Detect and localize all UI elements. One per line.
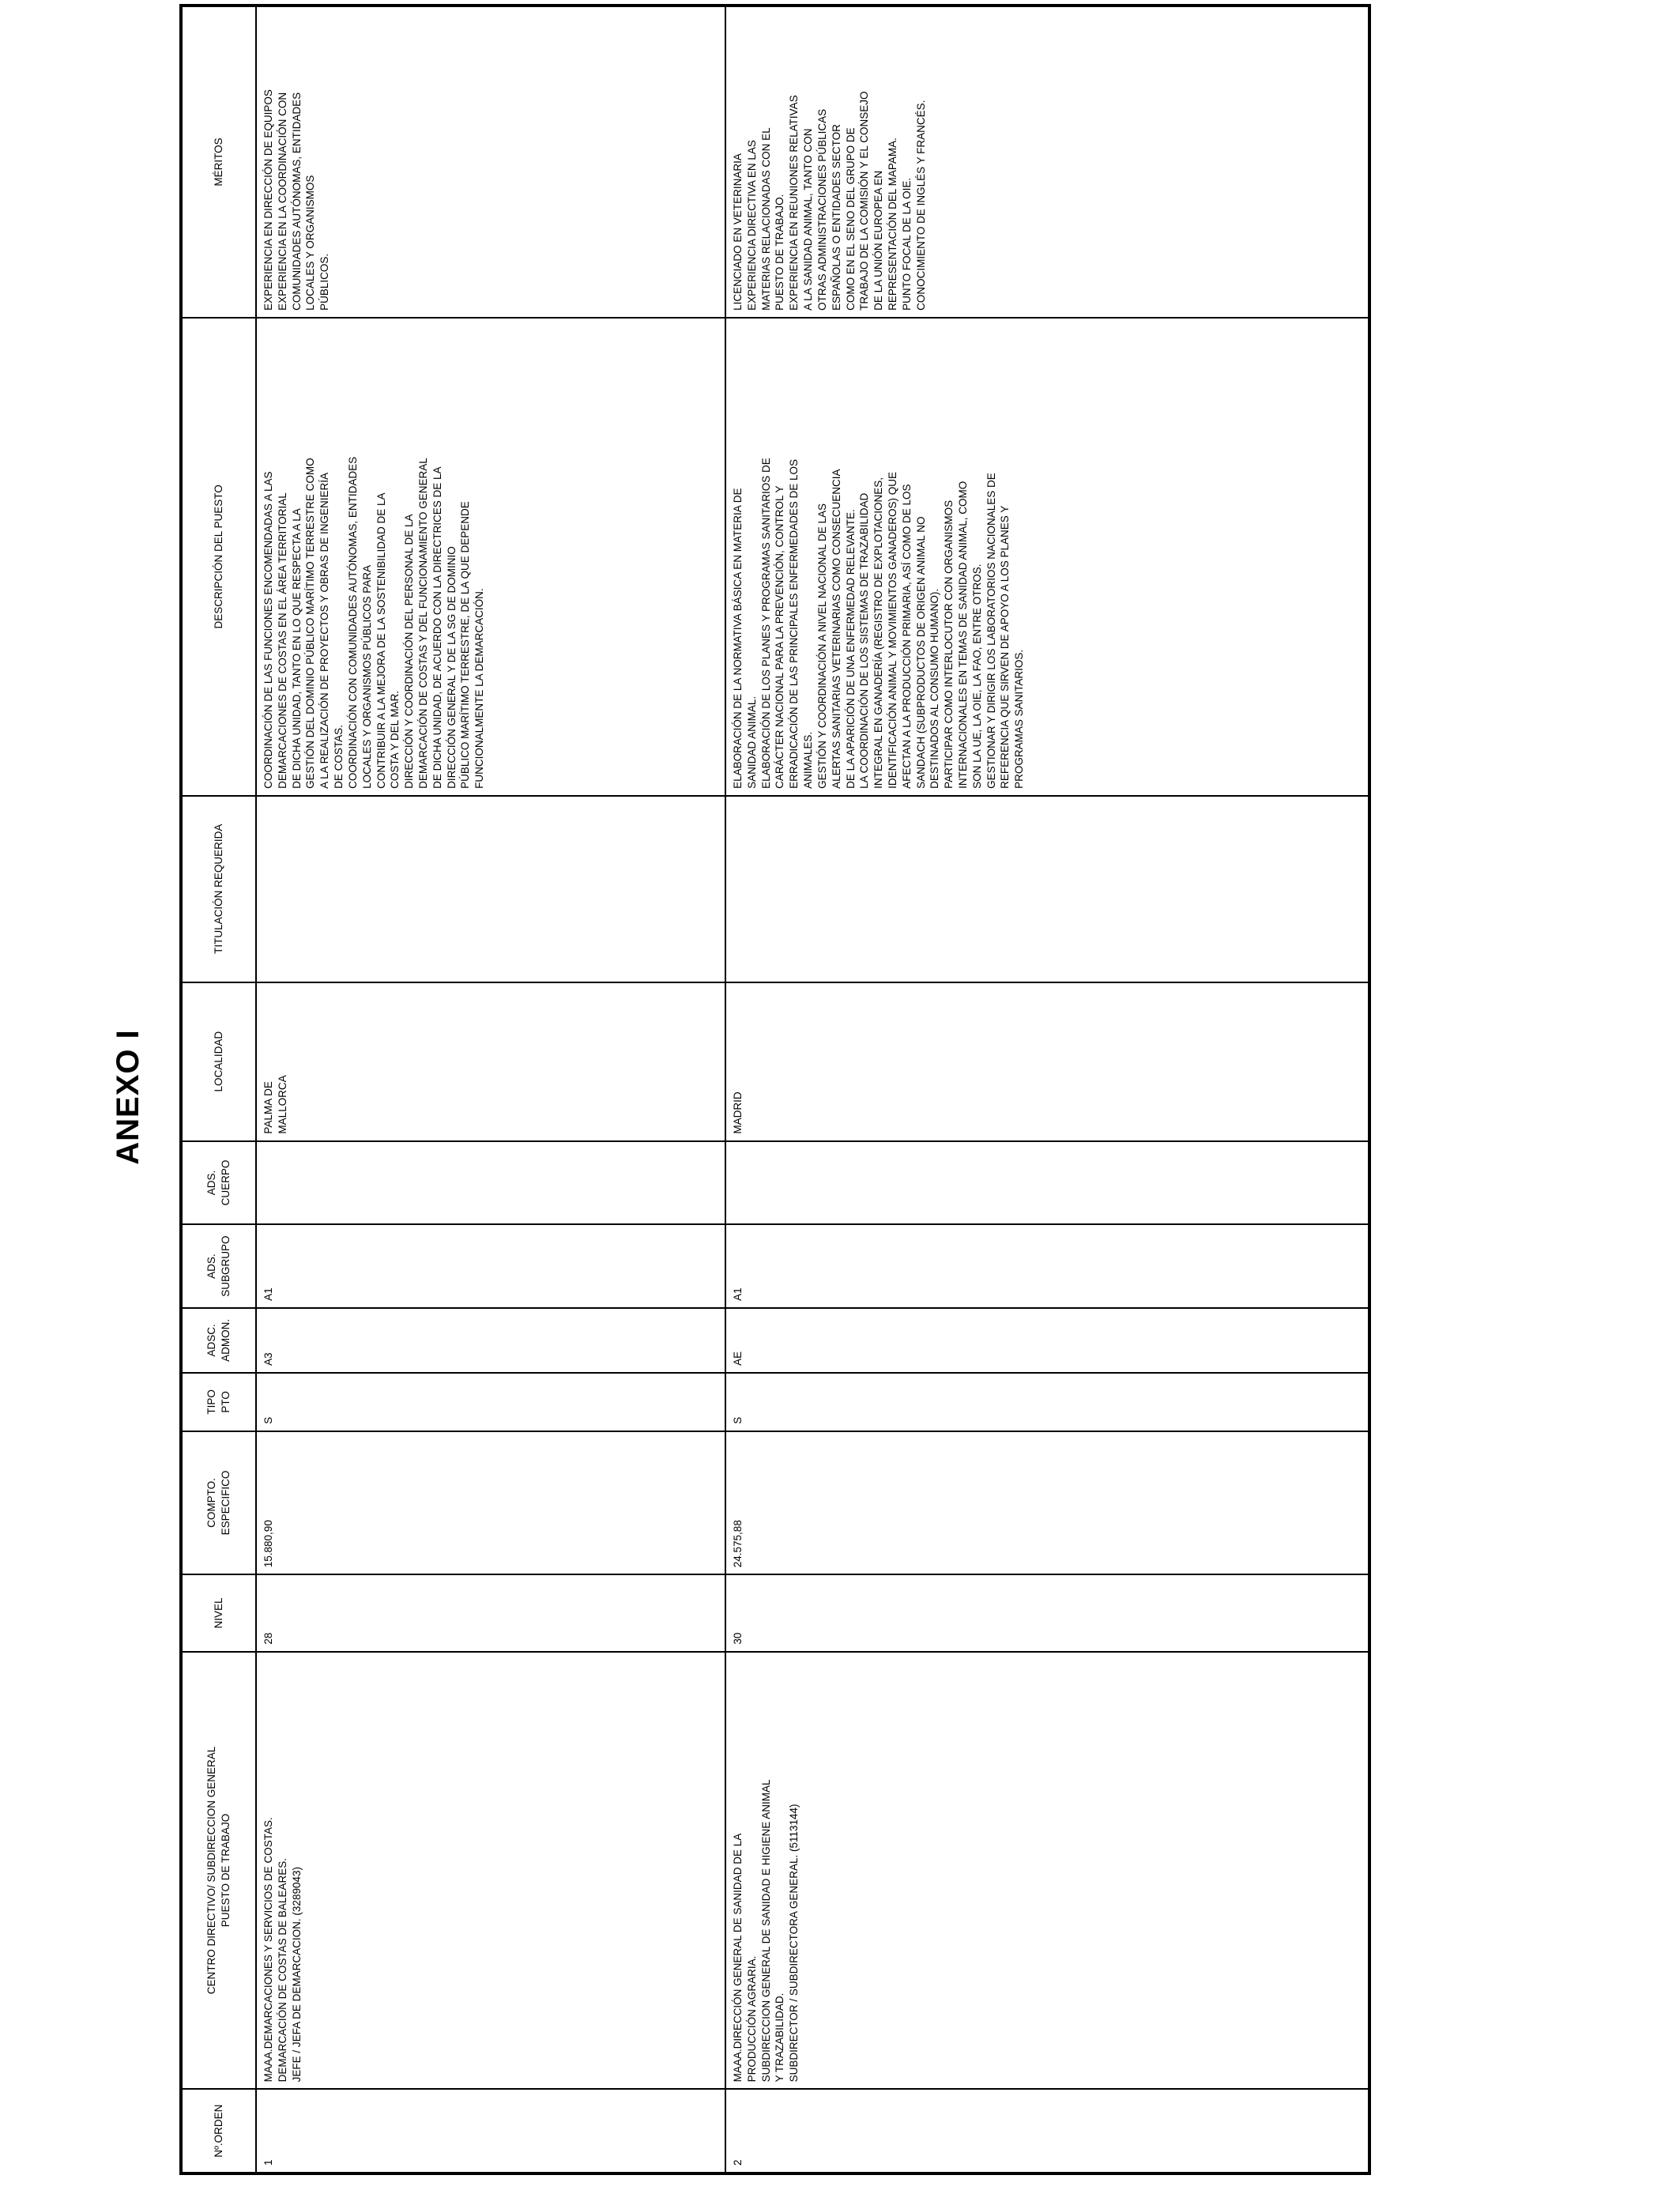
cell-ads-cuerpo — [725, 1141, 1369, 1225]
cell-ads-subgrupo: A1 — [725, 1224, 1369, 1308]
cell-tipo: S — [725, 1373, 1369, 1431]
header-descripcion: DESCRIPCIÓN DEL PUESTO — [181, 318, 256, 796]
header-centro: CENTRO DIRECTIVO/ SUBDIRECCION GENERAL PUESTO DE TRABAJO — [181, 1652, 256, 2090]
cell-tipo: S — [256, 1373, 725, 1431]
cell-nivel: 28 — [256, 1574, 725, 1651]
cell-descripcion: COORDINACIÓN DE LAS FUNCIONES ENCOMENDADAS A LAS DEMARCACIONES DE COSTAS EN EL ÁREA TERRITORIAL DE DICHA UNIDAD, TANTO EN LO QUE RESPECTA A LA GESTIÓN DEL DOMINIO PÚBLICO MARÍTIMO TERRESTRE COMO A LA REALIZACIÓN DE PROYECTOS Y OBRAS DE INGENIERÍA DE COSTAS. COORDINACIÓN CON COMUNIDADES AUTÓNOMAS, ENTIDADES LOCALES Y ORGANISMOS PÚBLICOS PARA CONTRIBUIR A LA MEJORA DE LA SOSTENIBILIDAD DE LA COSTA Y DEL MAR. DIRECCIÓN Y COORDINACIÓN DEL PERSONAL DE LA DEMARCACIÓN DE COSTAS Y DEL FUNCIONAMIENTO GENERAL DE DICHA UNIDAD, DE ACUERDO CON LA DIRECTRICES DE LA DIRECCIÓN GENERAL Y DE LA SG DE DOMINIO PÚBLICO MARÍTIMO TERRESTRE, DE LA QUE DEPENDE FUNCIONALMENTE LA DEMARCACIÓN. — [256, 318, 725, 796]
cell-adsc-admon: AE — [725, 1308, 1369, 1373]
cell-meritos: EXPERIENCIA EN DIRECCIÓN DE EQUIPOS EXPERIENCIA EN LA COORDINACIÓN CON COMUNIDADES AUTÓNOMAS, ENTIDADES LOCALES Y ORGANISMOS PÚBLICOS. — [256, 6, 725, 318]
cell-centro: MAAA.DIRECCIÓN GENERAL DE SANIDAD DE LA PRODUCCIÓN AGRARIA. SUBDIRECCION GENERAL DE SANIDAD E HIGIENE ANIMAL Y TRAZABILIDAD. SUBDIRECTOR / SUBDIRECTORA GENERAL. (5113144) — [725, 1652, 1369, 2090]
table-row — [725, 6, 1369, 2173]
cell-localidad: PALMA DE MALLORCA — [256, 982, 725, 1141]
annex-table — [179, 4, 1371, 2175]
header-orden: Nº.ORDEN — [181, 2089, 256, 2173]
cell-localidad: MADRID — [725, 982, 1369, 1141]
cell-titulacion — [725, 796, 1369, 982]
header-titulacion: TITULACIÓN REQUERIDA — [181, 796, 256, 982]
cell-compto: 24.575,88 — [725, 1431, 1369, 1574]
cell-meritos: LICENCIADO EN VETERINARIA EXPERIENCIA DIRECTIVA EN LAS MATERIAS RELACIONADAS CON EL PUESTO DE TRABAJO. EXPERIENCIA EN REUNIONES RELATIVAS A LA SANIDAD ANIMAL, TANTO CON OTRAS ADMINISTRACIONES PÚBLICAS ESPAÑOLAS O ENTIDADES SECTOR COMO EN EL SENO DEL GRUPO DE TRABAJO DE LA COMISIÓN Y EL CONSEJO DE LA UNIÓN EUROPEA EN REPRESENTACIÓN DEL MAPAMA. PUNTO FOCAL DE LA OIE. CONOCIMIENTO DE INGLÉS Y FRANCÉS. — [725, 6, 1369, 318]
header-tipo: TIPO PTO — [181, 1373, 256, 1431]
header-nivel: NIVEL — [181, 1574, 256, 1651]
cell-adsc-admon: A3 — [256, 1308, 725, 1373]
header-localidad: LOCALIDAD — [181, 982, 256, 1141]
header-adsc-admon: ADSC. ADMON. — [181, 1308, 256, 1373]
page-title: ANEXO I — [111, 1029, 145, 1165]
cell-ads-subgrupo: A1 — [256, 1224, 725, 1308]
cell-titulacion — [256, 796, 725, 982]
cell-ads-cuerpo — [256, 1141, 725, 1225]
header-ads-subgrupo: ADS. SUBGRUPO — [181, 1224, 256, 1308]
header-row — [181, 6, 256, 2173]
cell-descripcion: ELABORACIÓN DE LA NORMATIVA BÁSICA EN MATERIA DE SANIDAD ANIMAL. ELABORACIÓN DE LOS PLANES Y PROGRAMAS SANITARIOS DE CARÁCTER NACIONAL PARA LA PREVENCIÓN, CONTROL Y ERRADICACIÓN DE LAS PRINCIPALES ENFERMEDADES DE LOS ANIMALES. GESTIÓN Y COORDINACIÓN A NIVEL NACIONAL DE LAS ALERTAS SANITARIAS VETERINARIAS COMO CONSECUENCIA DE LA APARICIÓN DE UNA ENFERMEDAD RELEVANTE. LA COORDINACIÓN DE LOS SISTEMAS DE TRAZABILIDAD INTEGRAL EN GANADERÍA (REGISTRO DE EXPLOTACIONES, IDENTIFICACIÓN ANIMAL Y MOVIMIENTOS GANADEROS) QUE AFECTAN A LA PRODUCCIÓN PRIMARIA, ASÍ COMO DE LOS SANDACH (SUBPRODUCTOS DE ORIGEN ANIMAL NO DESTINADOS AL CONSUMO HUMANO). PARTICIPAR COMO INTERLOCUTOR CON ORGANISMOS INTERNACIONALES EN TEMAS DE SANIDAD ANIMAL, COMO SON LA UE, LA OIE, LA FAO, ENTRE OTROS. GESTIONAR Y DIRIGIR LOS LABORATORIOS NACIONALES DE REFERENCIA QUE SIRVEN DE APOYO A LOS PLANES Y PROGRAMAS SANITARIOS. — [725, 318, 1369, 796]
cell-nivel: 30 — [725, 1574, 1369, 1651]
header-ads-cuerpo: ADS. CUERPO — [181, 1141, 256, 1225]
table-row — [256, 6, 725, 2173]
header-compto: COMPTO. ESPECIFICO — [181, 1431, 256, 1574]
cell-orden: 2 — [725, 2089, 1369, 2173]
cell-orden: 1 — [256, 2089, 725, 2173]
cell-compto: 15.880,90 — [256, 1431, 725, 1574]
header-meritos: MÉRITOS — [181, 6, 256, 318]
cell-centro: MAAA.DEMARCACIONES Y SERVICIOS DE COSTAS. DEMARCACIÓN DE COSTAS DE BALEARES. JEFE / JEFA DE DEMARCACION. (3289043) — [256, 1652, 725, 2090]
